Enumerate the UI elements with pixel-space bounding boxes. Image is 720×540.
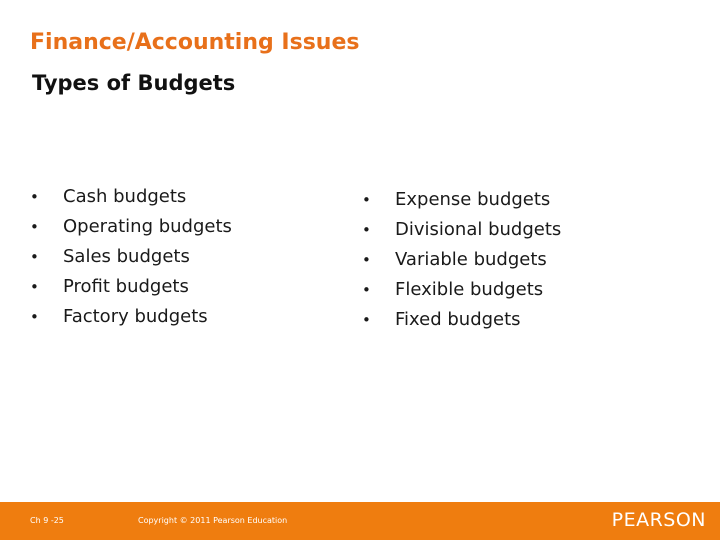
copyright-notice: Copyright © 2011 Pearson Education: [138, 516, 288, 525]
bullet-icon: •: [30, 308, 39, 326]
list-item-text: Factory budgets: [63, 306, 208, 327]
list-item-text: Flexible budgets: [395, 279, 544, 300]
slide-heading: Finance/Accounting Issues: [30, 30, 360, 55]
bullet-icon: •: [30, 248, 39, 266]
list-item-text: Divisional budgets: [395, 219, 562, 240]
list-item-text: Profit budgets: [63, 276, 189, 297]
list-item-text: Expense budgets: [395, 189, 551, 210]
bullet-icon: •: [362, 281, 371, 299]
bullet-icon: •: [30, 218, 39, 236]
pearson-logo: PEARSON: [611, 509, 706, 531]
chapter-page-number: Ch 9 -25: [30, 516, 64, 525]
bullet-icon: •: [30, 278, 39, 296]
list-item-text: Cash budgets: [63, 186, 187, 207]
list-item-text: Variable budgets: [395, 249, 547, 270]
bullet-icon: •: [30, 188, 39, 206]
list-item-text: Operating budgets: [63, 216, 232, 237]
bullet-icon: •: [362, 251, 371, 269]
bullet-icon: •: [362, 311, 371, 329]
bullet-icon: •: [362, 221, 371, 239]
list-item-text: Sales budgets: [63, 246, 190, 267]
list-item-text: Fixed budgets: [395, 309, 521, 330]
bullet-icon: •: [362, 191, 371, 209]
slide-subheading: Types of Budgets: [32, 71, 236, 95]
footer-bar: [0, 502, 720, 540]
